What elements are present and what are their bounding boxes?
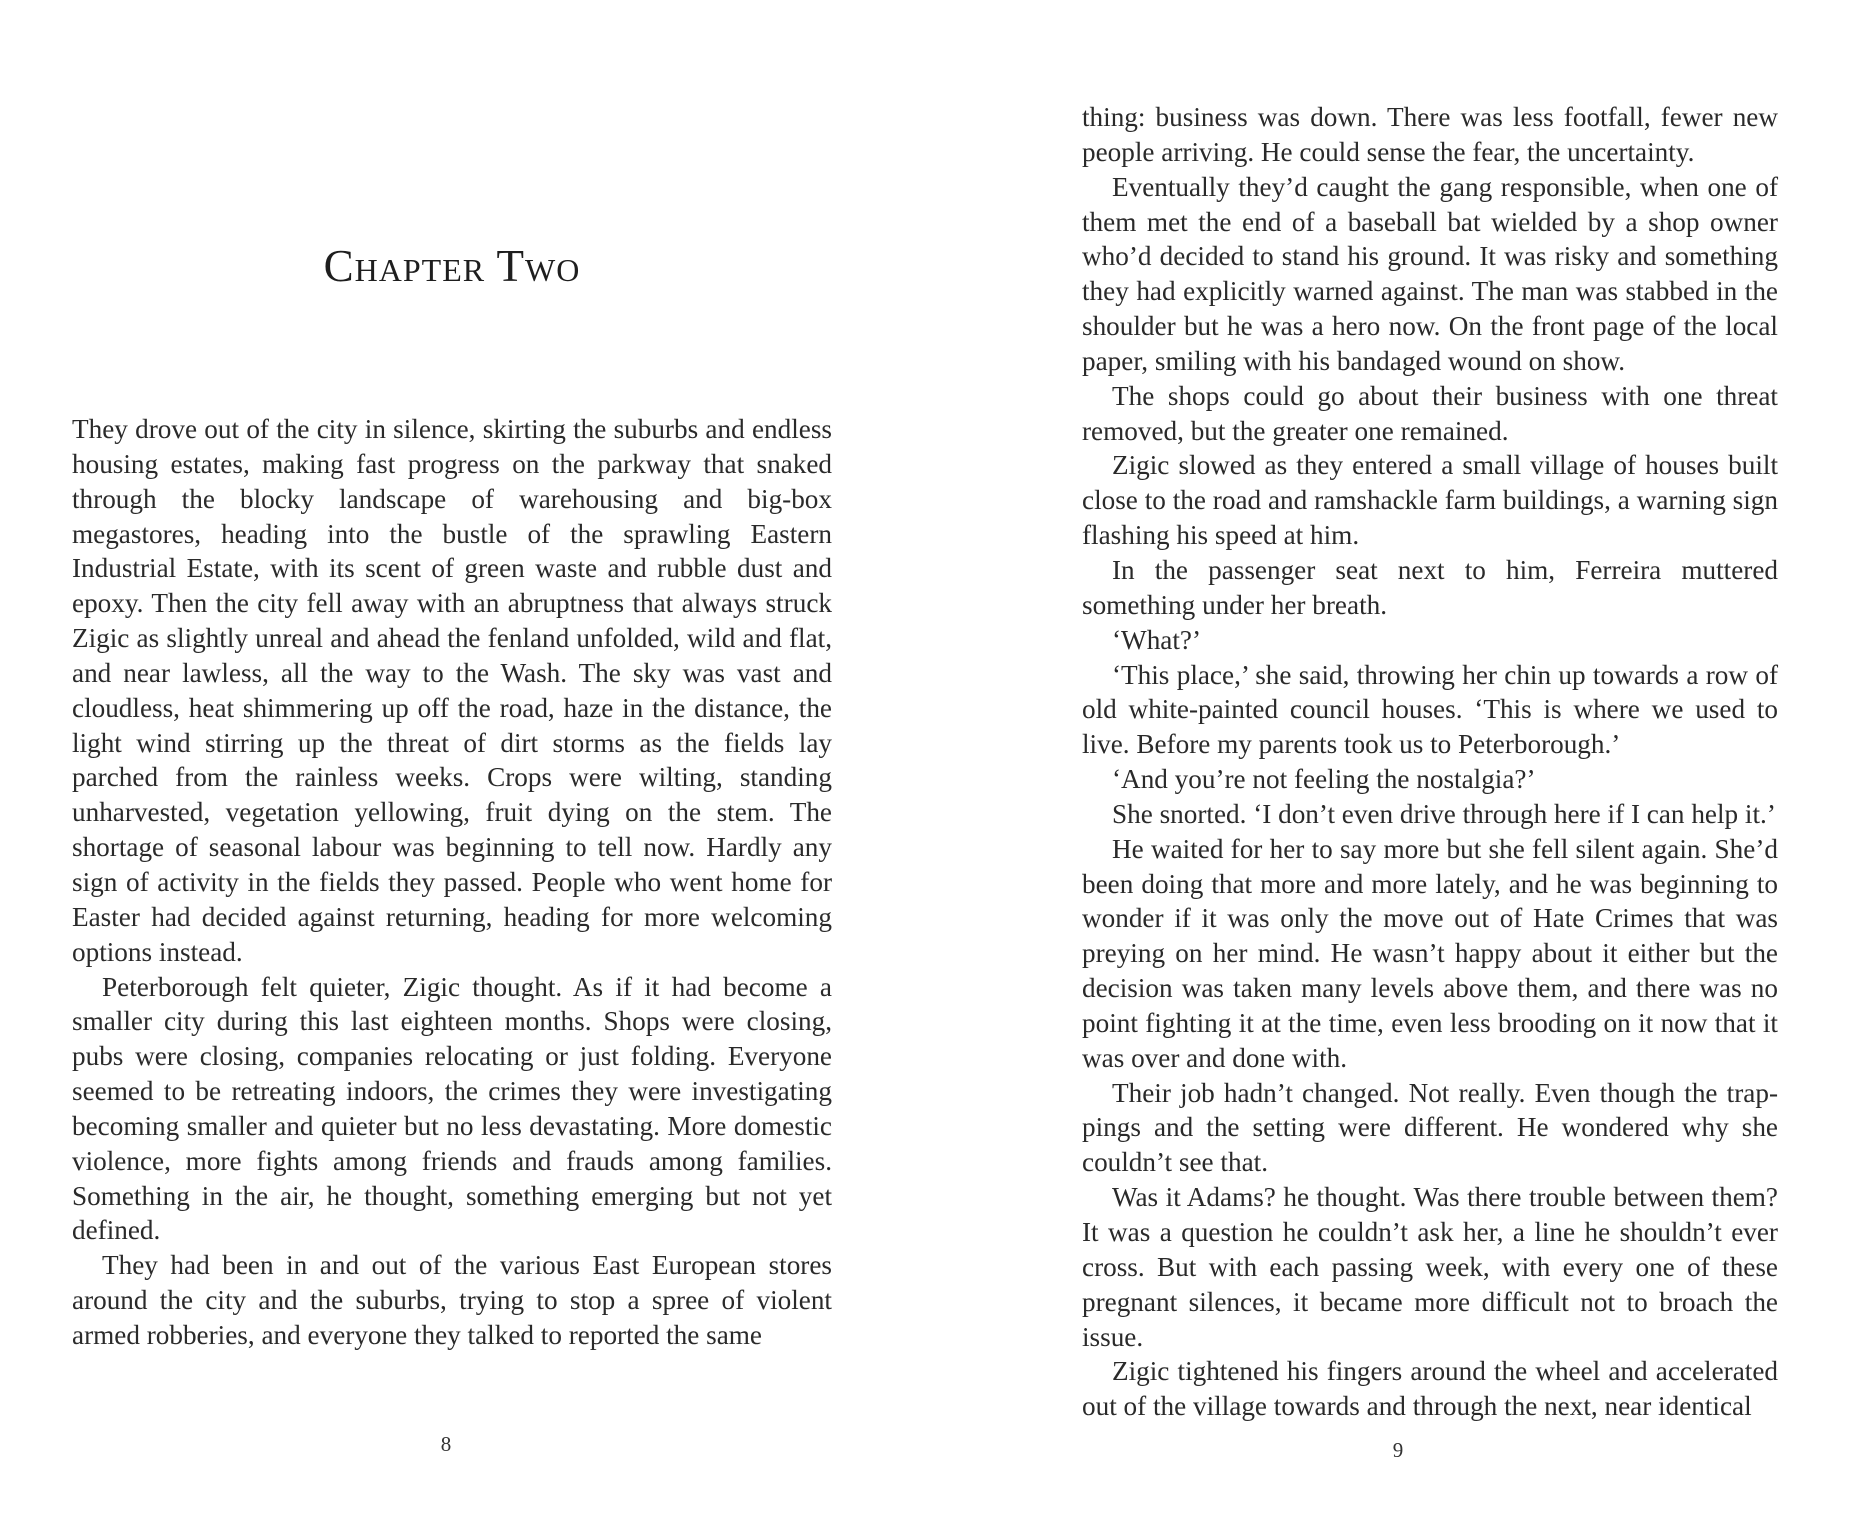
page-number: 9 — [1392, 1438, 1404, 1462]
paragraph: Their job hadn’t changed. Not really. Even though the trappings and the setting were different. He wondered why she couldn’t see that. — [1082, 1077, 1778, 1178]
paragraph: Eventually they’d caught the gang responsible, when one of them met the end of a baseball bat wielded by a shop owner who’d decided to stand his ground. It was risky and something they had explicitly warned against. The man was stabbed in the shoulder but he was a hero now. On the front page of the local paper, smiling with his bandaged wound on show. — [1082, 171, 1778, 376]
page-number: 8 — [440, 1432, 452, 1456]
paragraph: ‘This place,’ she said, throwing her chin up towards a row of old white-painted council houses. ‘This is where we used to live. Before my parents took us to Peterborough.’ — [1082, 659, 1778, 760]
paragraph: Zigic slowed as they entered a small village of houses built close to the road and ramshackle farm buildings, a warning sign flashing his speed at him. — [1082, 450, 1778, 551]
paragraph: ‘And you’re not feeling the nostalgia?’ — [1112, 764, 1536, 795]
paragraph: Was it Adams? he thought. Was there trouble between them? It was a question he couldn’t ask her, a line he shouldn’t ever cross. But with each passing week, with every one of these pregnant silences, it became more difficult not to broach the issue. — [1082, 1182, 1778, 1352]
paragraph: thing: business was down. There was less footfall, fewer new people arriving. He could sense the fear, the uncertainty. — [1082, 102, 1778, 167]
paragraph: Zigic tightened his fingers around the wheel and accelerated out of the village towards and through the next, near identical — [1082, 1356, 1778, 1422]
paragraph: ‘What?’ — [1112, 624, 1202, 655]
chapter-title: Chapter Two — [323, 241, 581, 291]
paragraph: The shops could go about their business with one threat removed, but the greater one remained. — [1082, 380, 1778, 446]
paragraph: They had been in and out of the various East European stores around the city and the suburbs, trying to stop a spree of violent armed robberies, and everyone they talked to reported the same — [72, 1250, 832, 1350]
left-page-body — [72, 412, 832, 1353]
paragraph: In the passenger seat next to him, Ferreira muttered something under her breath. — [1082, 554, 1778, 620]
paragraph: She snorted. ‘I don’t even drive through here if I can help it.’ — [1112, 798, 1776, 829]
right-page-body — [1082, 100, 1778, 1424]
paragraph: Peterborough felt quieter, Zigic thought. As if it had become a smaller city during this last eighteen months. Shops were closing, pubs were closing, companies relocating or just folding. Everyone seemed to be retreating indoors, the crimes they were investigating becoming smaller and quieter but no less devastating. More domestic violence, more fights among friends and frauds among families. Something in the air, he thought, something emerging but not yet defined. — [72, 971, 832, 1246]
right-page — [936, 0, 1872, 1525]
paragraph: He waited for her to say more but she fell silent again. She’d been doing that more and more lately, and he was beginning to wonder if it was only the move out of Hate Crimes that was preying on her mind. He wasn’t happy about it either but the decision was taken many levels above them, and there was no point fighting it at the time, even less brooding on it now that it was over and done with. — [1082, 833, 1778, 1073]
paragraph: They drove out of the city in silence, skirting the suburbs and endless housing estates, making fast progress on the parkway that snaked through the blocky landscape of warehousing and big-box megastores, heading into the bustle of the sprawling Eastern Industrial Estate, with its scent of green waste and rubble dust and epoxy. Then the city fell away with an abruptness that always struck Zigic as slightly unreal and ahead the fenland unfolded, wild and flat, and near lawless, all the way to the Wash. The sky was vast and cloudless, heat shimmering up off the road, haze in the distance, the light wind stirring up the threat of dirt storms as the fields lay parched from the rainless weeks. Crops were wilting, standing unharvested, vegetation yellowing, fruit dying on the stem. The shortage of seasonal labour was beginning to tell now. Hardly any sign of activity in the fields they passed. People who went home for Easter had decided against returning, heading for more welcoming options instead. — [72, 414, 832, 967]
